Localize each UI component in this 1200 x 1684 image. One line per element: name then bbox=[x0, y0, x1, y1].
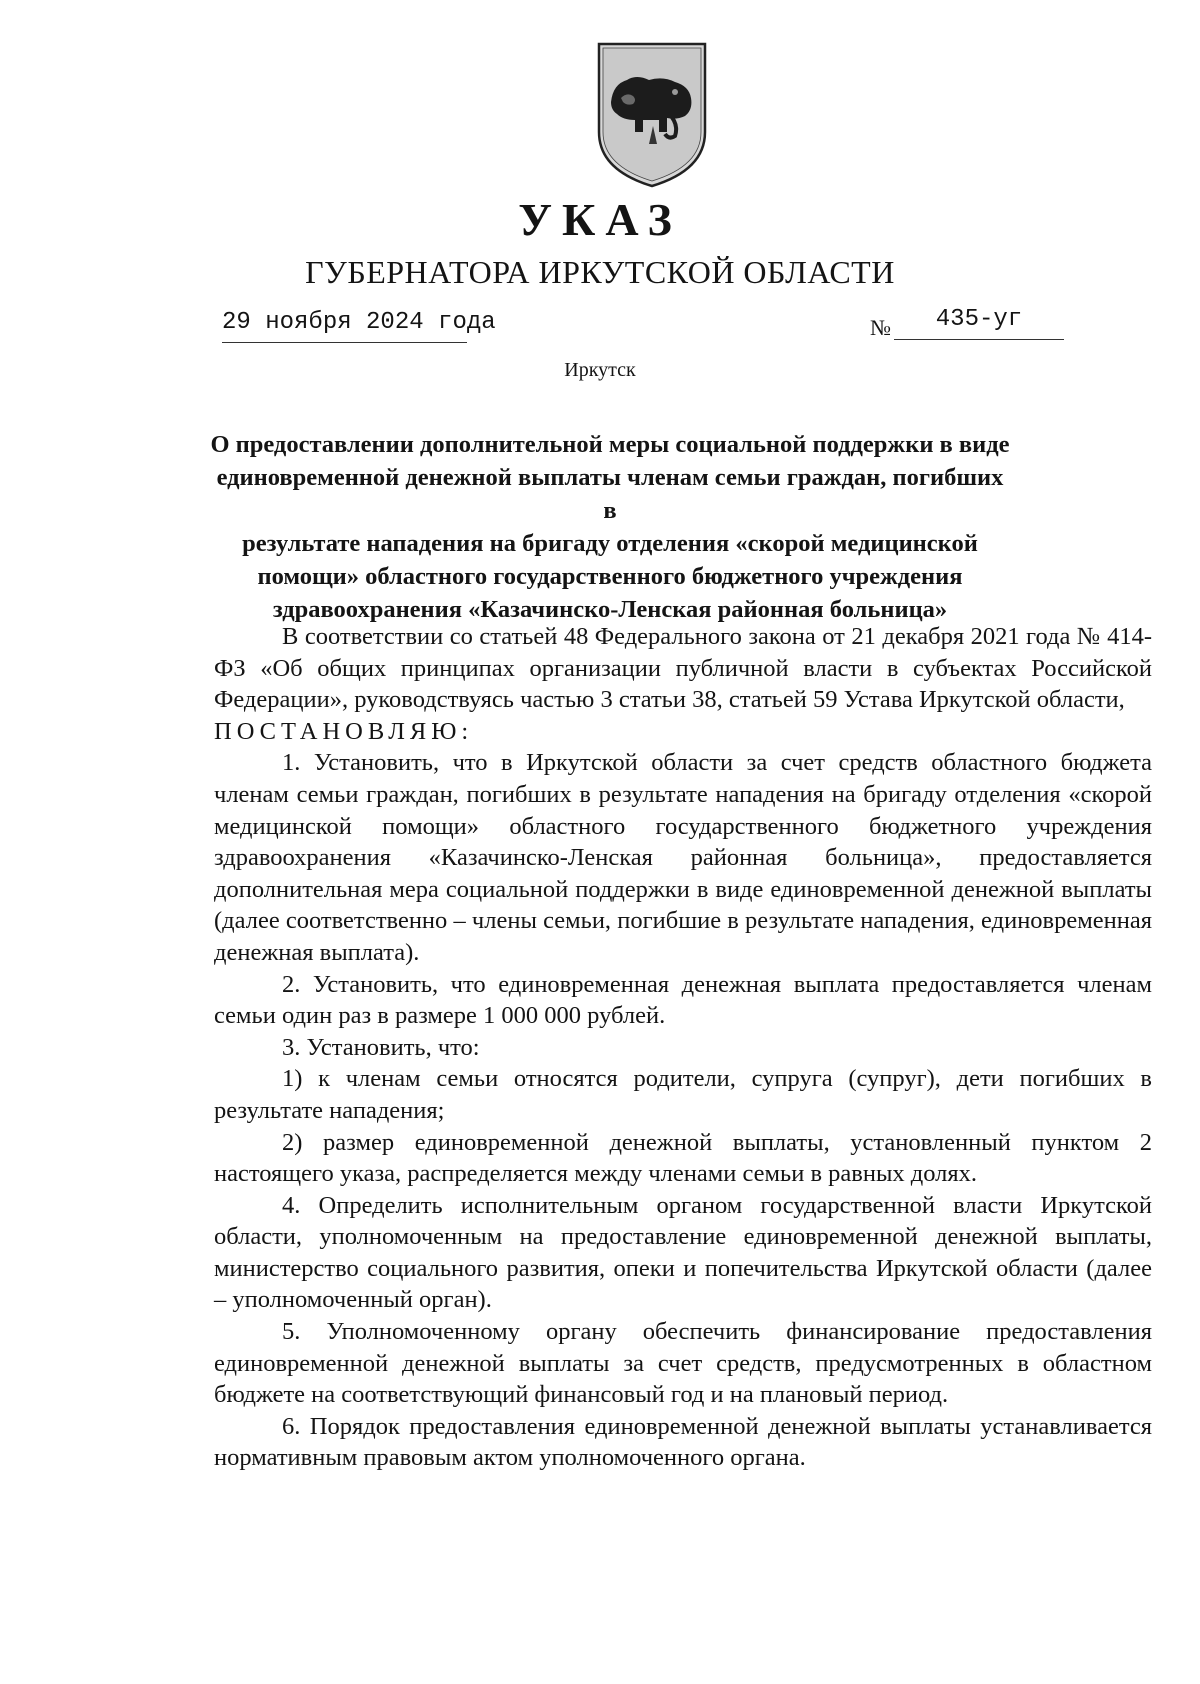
heading-line: помощи» областного государственного бюджетного учреждения bbox=[257, 563, 963, 590]
document-body bbox=[214, 621, 1152, 1474]
clause-6: 6. Порядок предоставления единовременной денежной выплаты устанавливается нормативным правовым актом уполномоченного органа. bbox=[214, 1412, 1152, 1472]
clause-5: 5. Уполномоченному органу обеспечить финансирование предоставления единовременной денежной выплаты за счет средств, предусмотренных в областном бюджете на соответствующий финансовый год и на плановый период. bbox=[214, 1318, 1152, 1409]
heading-line: единовременной денежной выплаты членам семьи граждан, погибших в bbox=[216, 464, 1004, 524]
coat-of-arms-icon bbox=[593, 40, 711, 190]
clause-3-2: 2) размер единовременной денежной выплаты, установленный пунктом 2 настоящего указа, распределяется между членами семьи в равных долях. bbox=[214, 1128, 1152, 1188]
document-city: Иркутск bbox=[564, 359, 636, 381]
number-sign: № bbox=[870, 315, 891, 340]
heading-line: здравоохранения «Казачинско-Ленская районная больница» bbox=[272, 596, 948, 623]
preamble-paragraph: В соответствии со статьей 48 Федерального закона от 21 декабря 2021 года № 414-ФЗ «Об общих принципах организации публичной власти в субъектах Российской Федерации», руководствуясь частью 3 статьи 38, статьей 59 Устава Иркутской области, bbox=[214, 623, 1152, 714]
heading-line: результате нападения на бригаду отделения «скорой медицинской bbox=[242, 530, 978, 557]
document-title: УКАЗ bbox=[518, 194, 682, 245]
document-issuer: ГУБЕРНАТОРА ИРКУТСКОЙ ОБЛАСТИ bbox=[305, 254, 895, 290]
heading-line: О предоставлении дополнительной меры социальной поддержки в виде bbox=[210, 431, 1010, 458]
decree-word: ПОСТАНОВЛЯЮ: bbox=[214, 717, 474, 745]
clause-2: 2. Установить, что единовременная денежная выплата предоставляется членам семьи один раз в размере 1 000 000 рублей. bbox=[214, 970, 1152, 1030]
document-number: 435-уг bbox=[894, 305, 1064, 340]
clause-3: 3. Установить, что: bbox=[282, 1033, 480, 1061]
clause-3-1: 1) к членам семьи относятся родители, супруга (супруг), дети погибших в результате нападения; bbox=[214, 1065, 1152, 1124]
document-heading bbox=[210, 428, 1010, 626]
clause-4: 4. Определить исполнительным органом государственной власти Иркутской области, уполномоченным на предоставление единовременной денежной выплаты, министерство социального развития, опеки и попечительства Иркутской области (далее – уполномоченный орган). bbox=[214, 1191, 1152, 1314]
clause-1: 1. Установить, что в Иркутской области за счет средств областного бюджета членам семьи граждан, погибших в результате нападения на бригаду отделения «скорой медицинской помощи» областного государственного бюджетного учреждения здравоохранения «Казачинско-Ленская районная больница», предоставляется дополнительная мера социальной поддержки в виде единовременной денежной выплаты (далее соответственно – члены семьи, погибшие в результате нападения, единовременная денежная выплата). bbox=[214, 749, 1152, 966]
document-date: 29 ноября 2024 года bbox=[222, 308, 467, 343]
